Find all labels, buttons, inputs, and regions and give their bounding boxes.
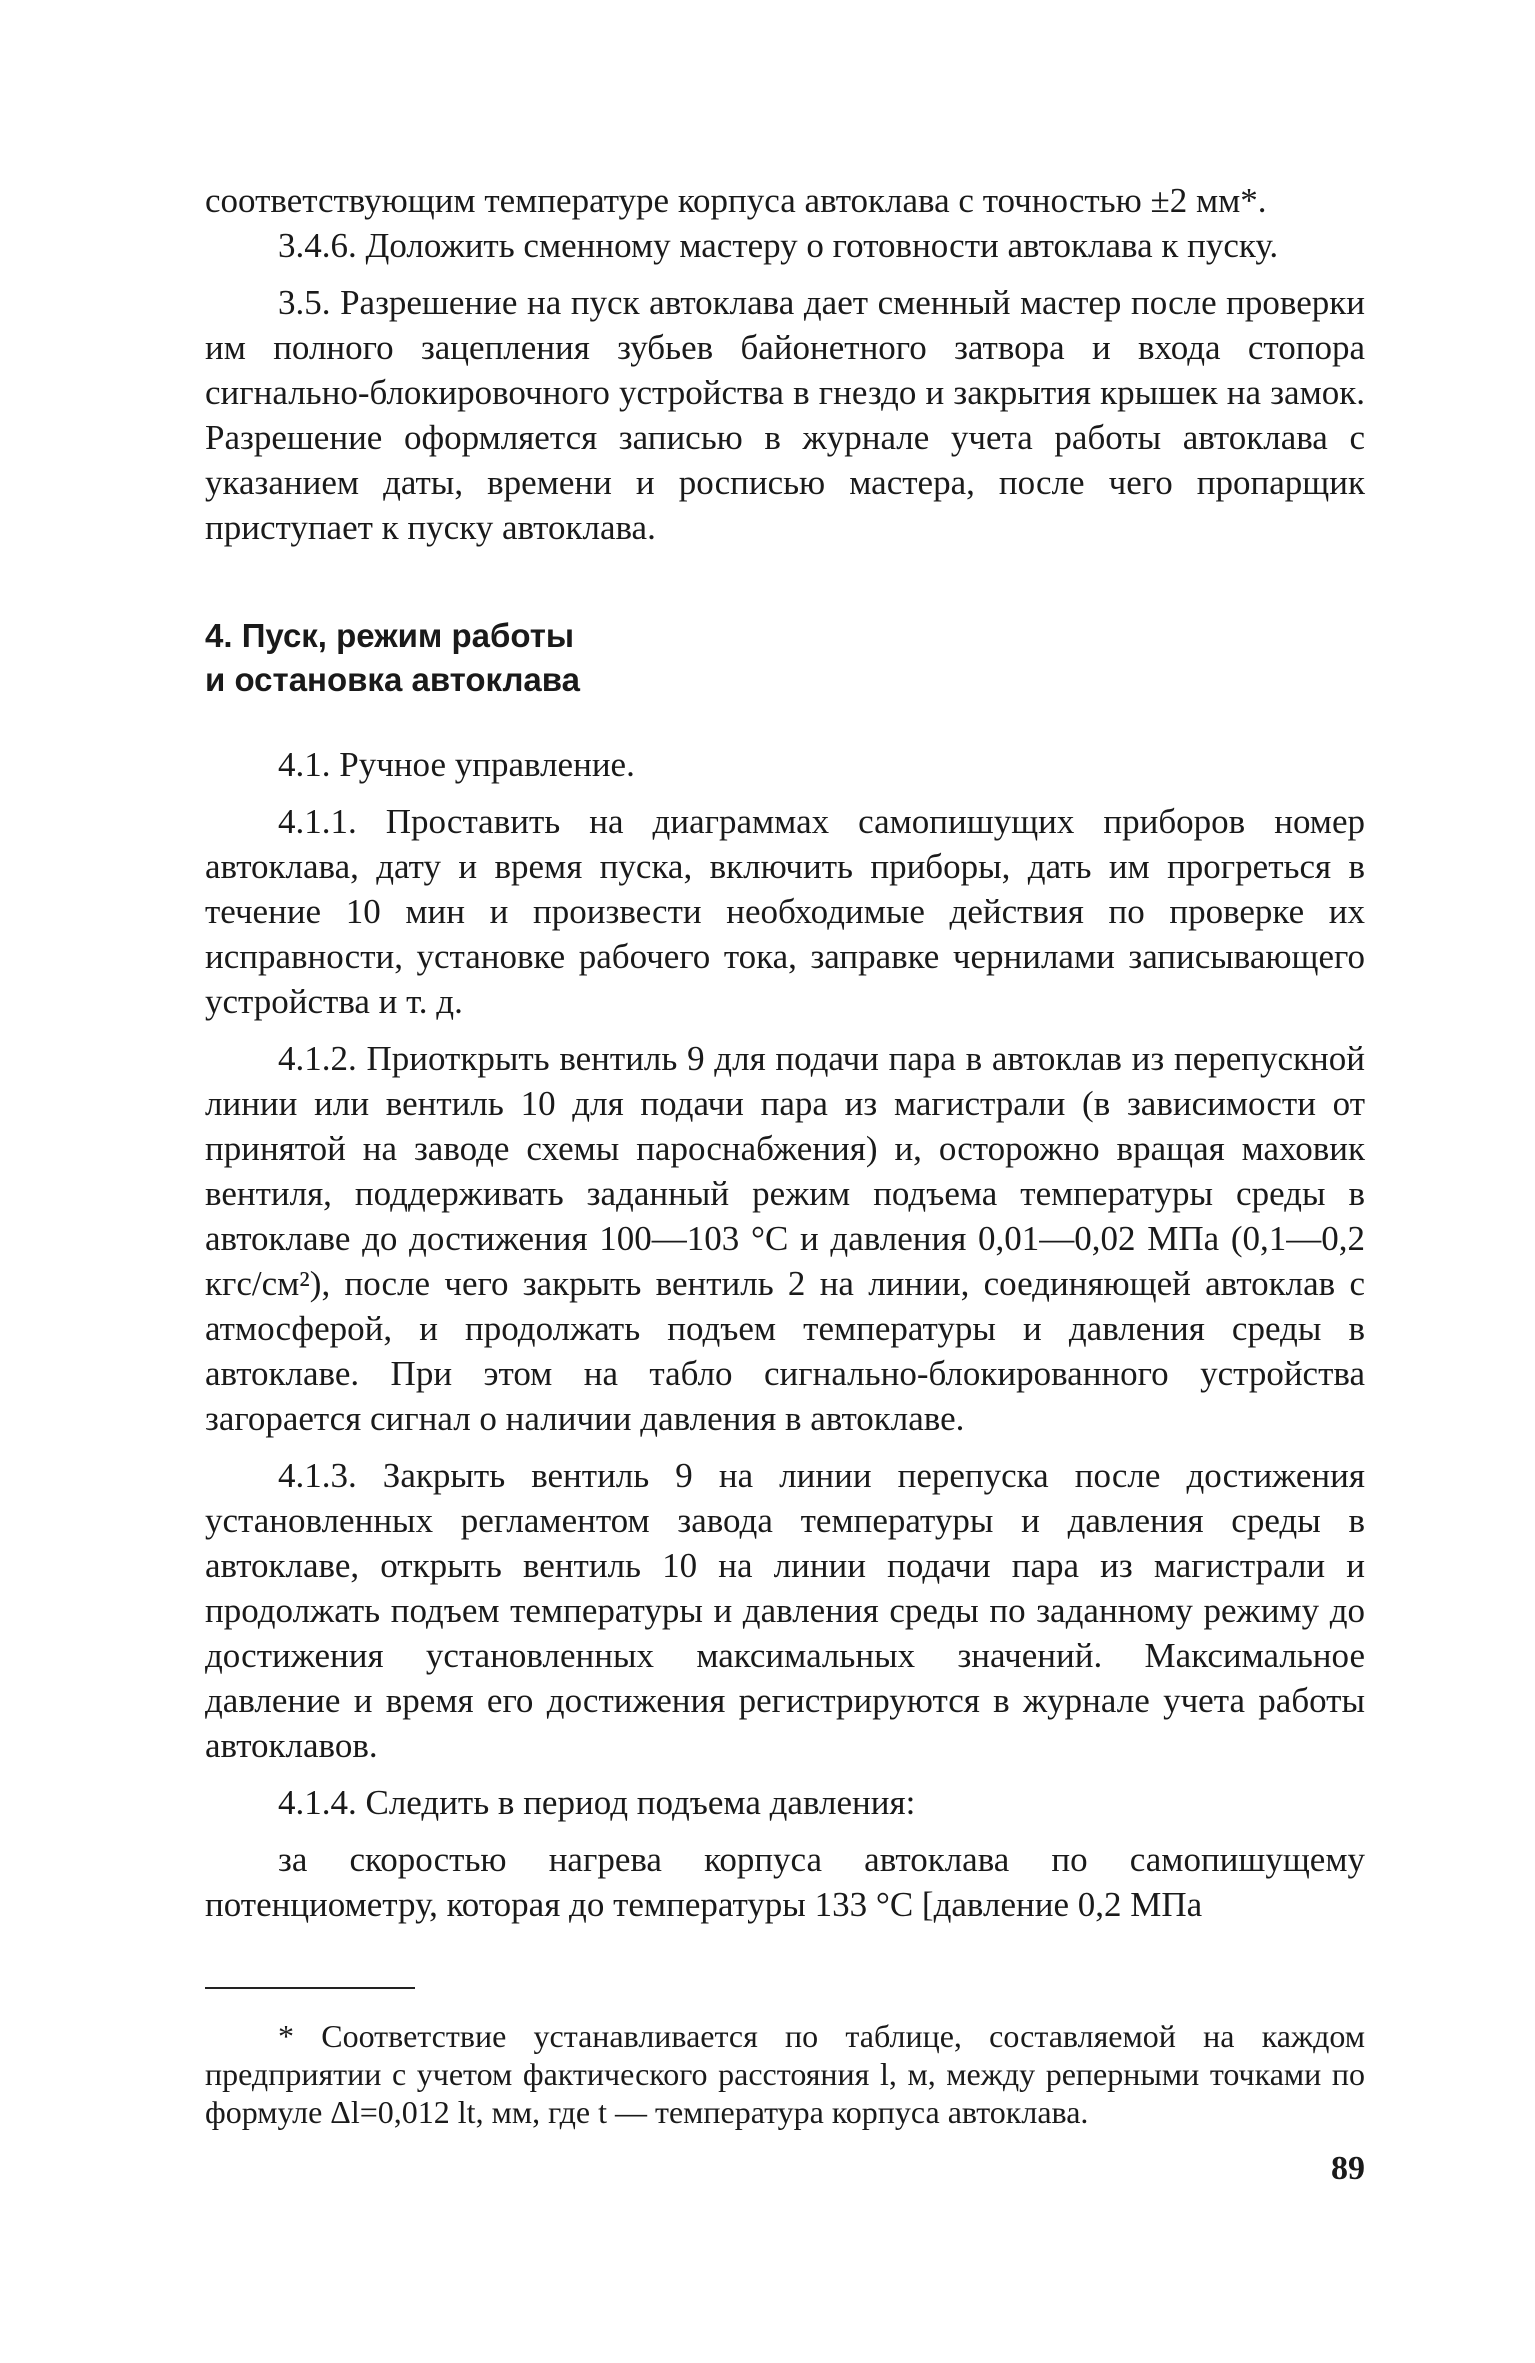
heading-line-2: и остановка автоклава [205,661,580,698]
paragraph-4-1-1: 4.1.1. Проставить на диаграммах самопишущих приборов номер автоклава, дату и время пуска, включить приборы, дать им прогреться в течение 10 мин и произвести необходимые действия по проверке их исправности, установке рабочего тока, заправке чернилами записывающего устройства и т. д. [205,802,1365,1021]
paragraph-3-4-6: 3.4.6. Доложить сменному мастеру о готовности автоклава к пуску. [278,226,1279,265]
paragraph-continuation: соответствующим температуре корпуса автоклава с точностью ±2 мм*. [205,181,1267,220]
footnote: * Соответствие устанавливается по таблице, составляемой на каждом предприятии с учетом фактического расстояния l, м, между реперными точками по формуле Δl=0,012 lt, мм, где t — температура корпуса автоклава. [205,2018,1365,2130]
heading-line-1: 4. Пуск, режим работы [205,617,575,654]
paragraph-4-1-2: 4.1.2. Приоткрыть вентиль 9 для подачи пара в автоклав из перепускной линии или вентиль 10 для подачи пара из магистрали (в зависимости от принятой на заводе схемы пароснабжения) и, осторожно вращая маховик вентиля, поддерживать заданный режим подъема температуры среды в автоклаве до достижения 100—103 °С и давления 0,01—0,02 МПа (0,1—0,2 кгс/см²), после чего закрыть вентиль 2 на линии, соединяющей автоклав с атмосферой, и продолжать подъем температуры и давления среды в автоклаве. При этом на табло сигнально-блокированного устройства загорается сигнал о наличии давления в автоклаве. [205,1039,1365,1438]
paragraph-4-1-3: 4.1.3. Закрыть вентиль 9 на линии перепуска после достижения установленных регламентом завода температуры и давления среды в автоклаве, открыть вентиль 10 на линии подачи пара из магистрали и продолжать подъем температуры и давления среды по заданному режиму до достижения установленных максимальных значений. Максимальное давление и время его достижения регистрируются в журнале учета работы автоклавов. [205,1456,1365,1765]
paragraph-3-5: 3.5. Разрешение на пуск автоклава дает сменный мастер после проверки им полного зацепления зубьев байонетного затвора и входа стопора сигнально-блокировочного устройства в гнездо и закрытия крышек на замок. Разрешение оформляется записью в журнале учета работы автоклава с указанием даты, времени и росписью мастера, после чего пропарщик приступает к пуску автоклава. [205,283,1365,547]
paragraph-4-1: 4.1. Ручное управление. [278,745,635,784]
paragraph-4-1-4: 4.1.4. Следить в период подъема давления: [278,1783,916,1822]
page-body [205,178,1365,2131]
section-heading [205,614,1365,702]
page-number: 89 [1331,2150,1365,2187]
footnote-divider [205,1987,415,1989]
paragraph-heating-rate: за скоростью нагрева корпуса автоклава по самопишущему потенциометру, которая до температуры 133 °С [давление 0,2 МПа [205,1840,1365,1924]
